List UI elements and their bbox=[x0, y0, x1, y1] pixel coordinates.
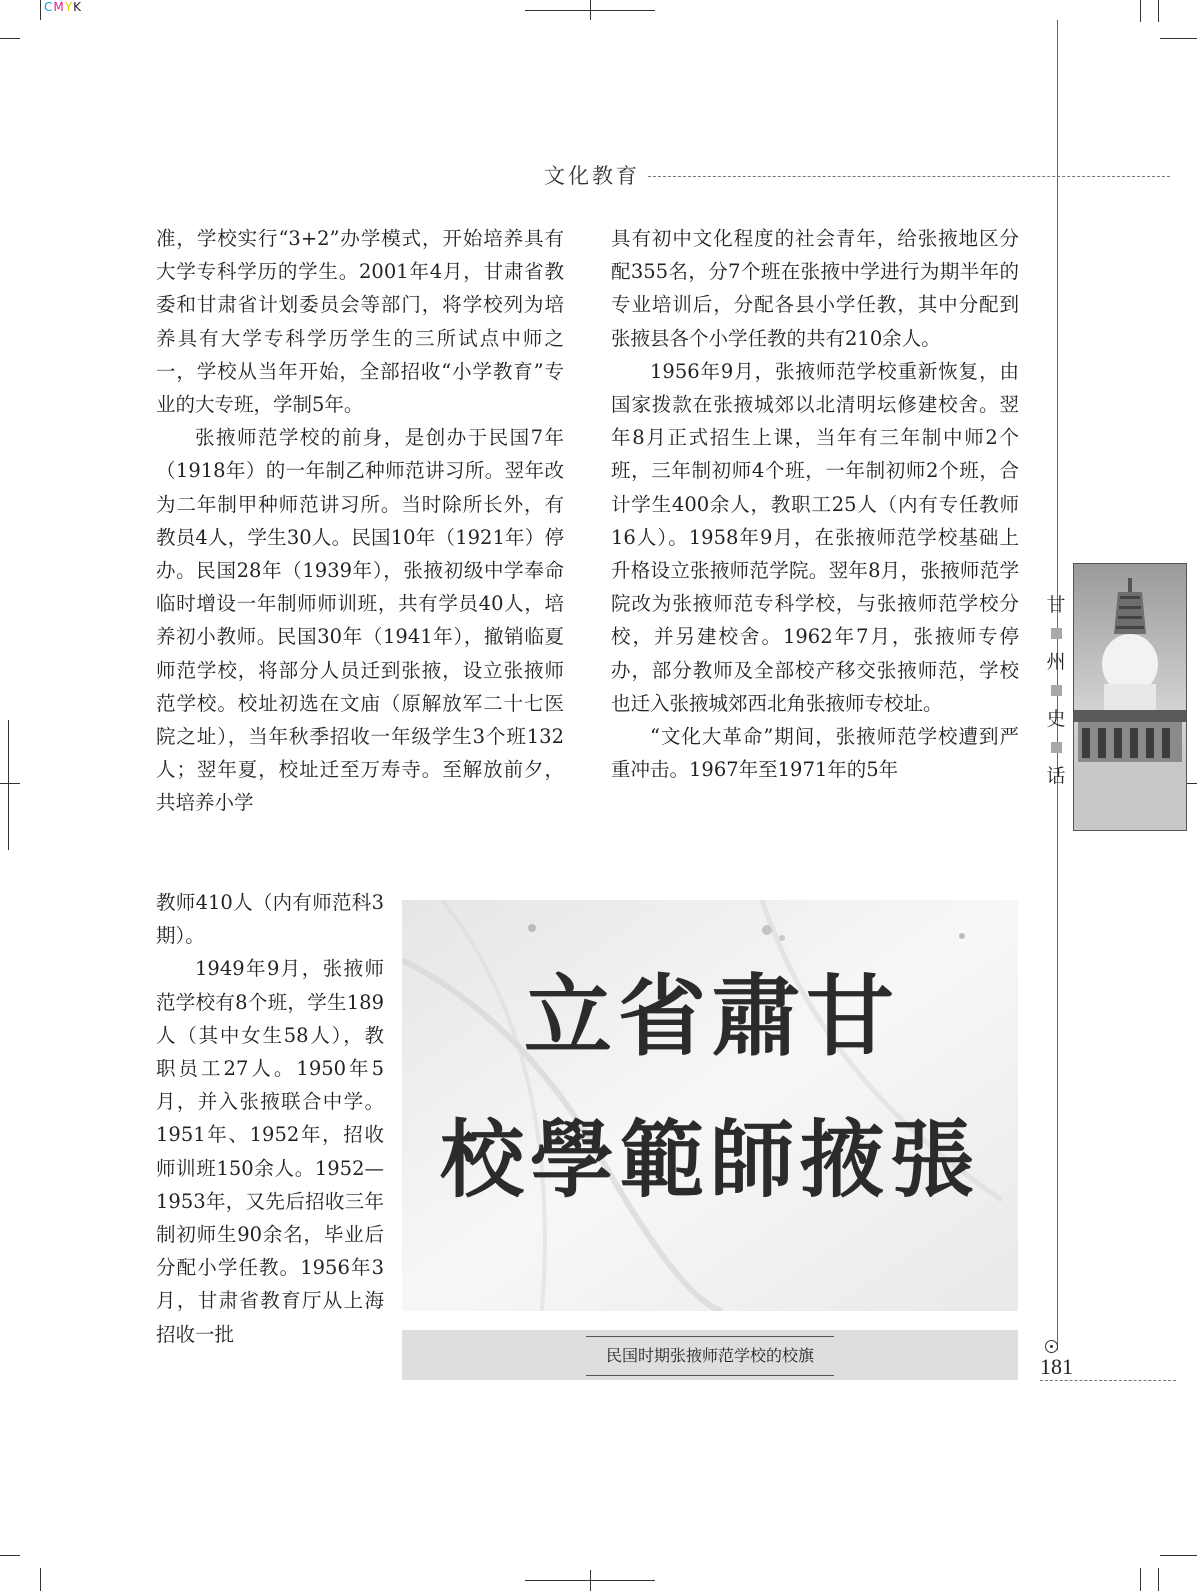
square-bullet-icon bbox=[1051, 628, 1062, 639]
paragraph: “文化大革命”期间，张掖师范学校遭到严重冲击。1967年至1971年的5年 bbox=[611, 725, 1019, 782]
paragraph: 张掖师范学校的前身，是创办于民国7年（1918年）的一年制乙种师范讲习所。翌年改为二年制甲种师范讲习所。当时除所长外，有教员4人，学生30人。民国10年（1921年）停办。民国28年（1939年），张掖初级中学奉命临时增设一年制师师训班，共有学员40人，培养初小教师。民国30年（1941年），撤销临夏师范学校，将部分人员迁到张掖，设立张掖师范学校。校址初选在文庙（原解放军二十七医院之址），当年秋季招收一年级学生3个班132人；翌年夏，校址迁至万寿寺。至解放前夕，共培养小学 bbox=[156, 426, 564, 815]
pagoda-photo bbox=[1073, 563, 1187, 831]
paragraph: 准，学校实行“3+2”办学模式，开始培养具有大学专科学历的学生。2001年4月，甘肃省教委和甘肃省计划委员会等部门，将学校列为培养具有大学专科学历学生的三所试点中师之一，学校从当年开始，全部招收“小学教育”专业的大专班，学制5年。 bbox=[156, 227, 564, 417]
crop-mark bbox=[1140, 0, 1141, 22]
header-dashed-rule bbox=[648, 176, 1170, 177]
crop-mark bbox=[1158, 0, 1159, 22]
paragraph: 具有初中文化程度的社会青年，给张掖地区分配355名，分7个班在张掖中学进行为期半年的专业培训后，分配各县小学任教，其中分配到张掖县各个小学任教的共有210余人。 bbox=[611, 227, 1019, 350]
square-bullet-icon bbox=[1051, 685, 1062, 696]
banner-line-2: 校學範師掖張 bbox=[439, 1110, 980, 1209]
series-label-char: 史 bbox=[1046, 708, 1066, 730]
page-marker-icon bbox=[1045, 1340, 1058, 1353]
left-column-top bbox=[156, 222, 564, 820]
crop-mark bbox=[8, 720, 9, 850]
series-label-char: 甘 bbox=[1046, 594, 1066, 616]
crop-mark bbox=[1187, 783, 1197, 784]
paragraph: 1956年9月，张掖师范学校重新恢复，由国家拨款在张掖城郊以北清明坛修建校舍。翌年8月正式招生上课，当年有三年制中师2个班，三年制初师4个班，一年制初师2个班，合计学生400余人，教职工25人（内有专任教师16人）。1958年9月，在张掖师范学校基础上升格设立张掖师范学院。翌年8月，张掖师范学院改为张掖师范专科学校，与张掖师范学校分校，并另建校舍。1962年7月，张掖师专停办，部分教师及全部校产移交张掖师范，学校也迁入张掖城郊西北角张掖师专校址。 bbox=[611, 359, 1019, 715]
crop-mark bbox=[0, 783, 20, 784]
paragraph: 1949年9月，张掖师范学校有8个班，学生189人（其中女生58人），教职员工27人。1950年5月，并入张掖联合中学。1951年、1952年，招收师训班150余人。1952—1953年，又先后招收三年制初师生90余名，毕业后分配小学任教。1956年3月，甘肃省教育厅从上海招收一批 bbox=[156, 957, 384, 1346]
page-number: 181 bbox=[1040, 1354, 1073, 1379]
left-column-bottom bbox=[156, 886, 384, 1351]
crop-mark bbox=[1140, 1568, 1141, 1591]
square-bullet-icon bbox=[1051, 742, 1062, 753]
crop-mark bbox=[40, 0, 41, 20]
crop-mark bbox=[0, 38, 20, 39]
pagoda-image bbox=[1074, 564, 1186, 830]
series-label-char: 话 bbox=[1046, 765, 1066, 787]
crop-mark bbox=[590, 1570, 591, 1591]
crop-mark bbox=[0, 1555, 20, 1556]
photo-caption: 民国时期张掖师范学校的校旗 bbox=[586, 1336, 834, 1376]
paragraph: 教师410人（内有师范科3期）。 bbox=[156, 891, 384, 948]
crop-mark bbox=[1158, 1568, 1159, 1591]
series-label-char: 州 bbox=[1046, 651, 1066, 673]
crop-mark bbox=[590, 0, 591, 20]
banner-line-1: 立省肅甘 bbox=[523, 964, 900, 1068]
crop-mark bbox=[1160, 38, 1197, 39]
banner-cloth-image bbox=[402, 900, 1018, 1311]
crop-mark bbox=[40, 1568, 41, 1591]
right-column bbox=[611, 222, 1019, 786]
cmyk-color-marks: CMYK bbox=[44, 0, 82, 14]
school-banner-photo bbox=[402, 900, 1018, 1311]
section-title: 文化教育 bbox=[544, 164, 640, 188]
crop-mark bbox=[1160, 1555, 1197, 1556]
series-label-vertical bbox=[1045, 594, 1067, 787]
footer-dashed-rule bbox=[1040, 1380, 1176, 1381]
